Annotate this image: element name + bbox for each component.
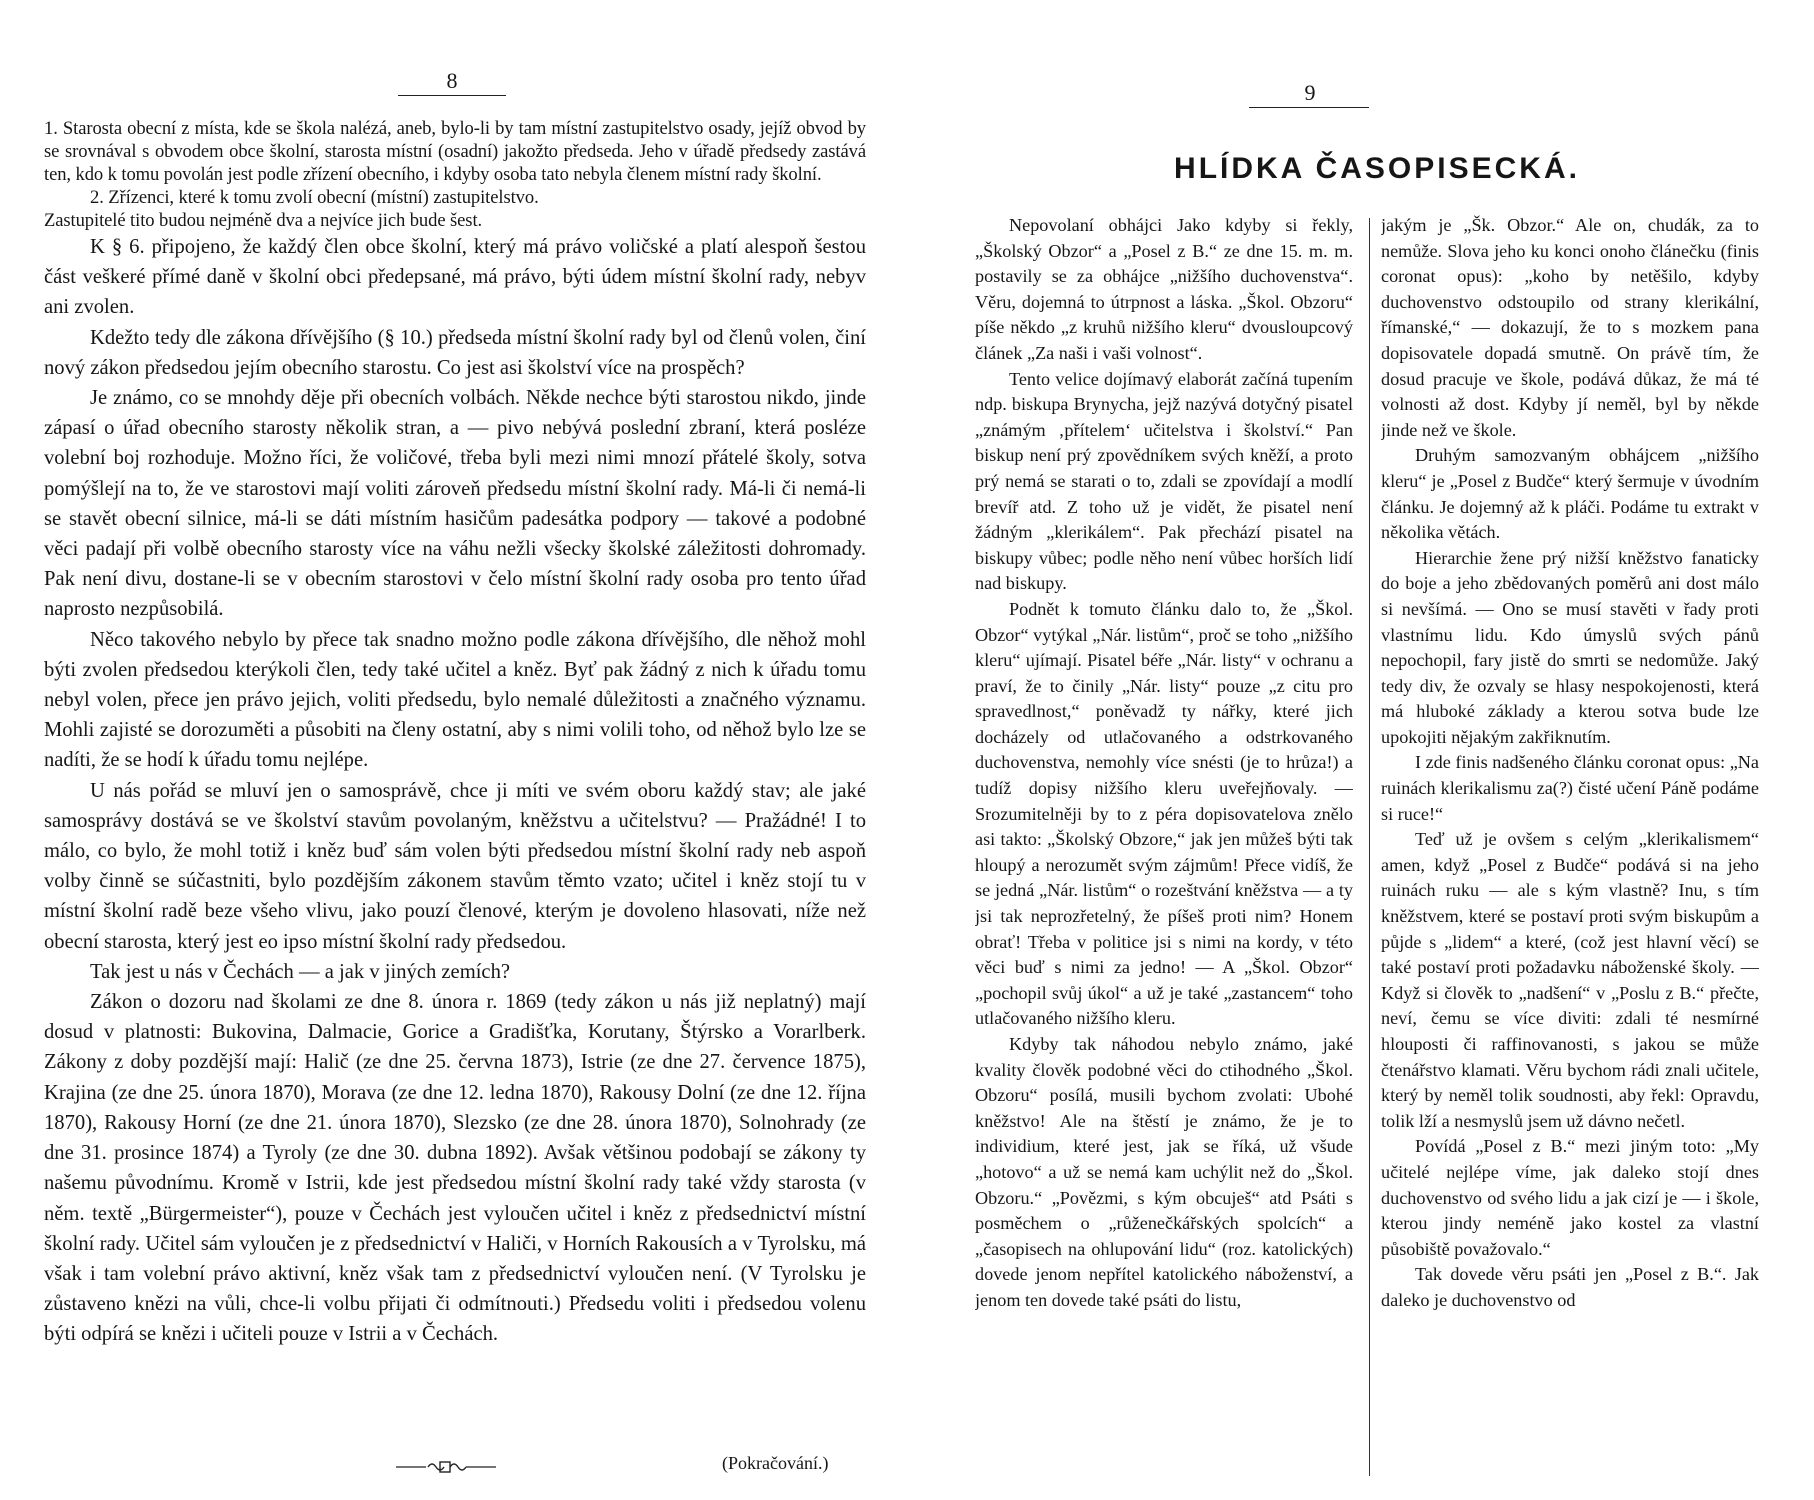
page-number-rule	[398, 95, 506, 96]
text-column-2	[1381, 213, 1759, 1473]
paragraph: K § 6. připojeno, že každý člen obce školní, který má právo voličské a platí alespoň šestou část veškeré přímé daně v školní obci předepsané, má právo, býti údem místní školní rady, nebyv ani zvolen.	[44, 236, 866, 319]
paragraph: Tak jest u nás v Čechách — a jak v jiných zemích?	[90, 960, 511, 983]
column-paragraph: Podnět k tomuto článku dalo to, že „Škol. Obzor“ vytýkal „Nár. listům“, proč se toho „nižšího kleru“ ujímají. Pisatel béře „Nár. listy“ v ochranu a praví, že to činily „Nár. listy“ pouze „z citu pro spravedlnost,“ poněvadž ty nářky, které jich docházely od utlačovaného a odstrkovaného duchovenstva, nemohly více snésti (je to hrůza!) a tudíž dopisy nižšího kleru uveřejňovaly. — Srozumitelněji by to z péra dopisovatelova znělo asi takto: „Školský Obzore,“ jak jen můžeš býti tak hloupý a nerozumět svým zájmům! Přece vidíš, že se jedná „Nár. listům“ o rozeštvání kněžstva — a ty jsi tak neprozřetelný, že píšeš proti nim? Honem obrať! Třeba v politice jsi s nimi na kordy, v této věci buď s nimi za jedno! — A „Škol. Obzor“ „pochopil svůj úkol“ a už je také „zastancem“ toho utlačovaného nižšího kleru.	[975, 598, 1353, 1029]
left-page-body	[44, 117, 866, 1350]
paragraph: Je známo, co se mnohdy děje při obecních volbách. Někde nechce býti starostou nikdo, jinde zápasí o úřad obecního starosty několik stran, a — pivo nebývá poslední zbraní, která posléze volební boj rozhoduje. Možno říci, že voličové, třeba byli mezi nimi mnozí přátelé školy, sotva pomýšlejí na to, že ve starostovi mají voliti zároveň předsedu místní školní rady. Má-li či nemá-li se stavět obecní silnice, má-li se dáti místním hasičům padesátka podpory — takové a podobné věci padají při volbě obecního starosty více na váhu nežli všecky školské záležitosti dohromady. Pak není divu, dostane-li se v obecním starostovi v čelo místní školní rady osoba pro tento úřad naprosto nezpůsobilá.	[44, 387, 866, 621]
column-paragraph: Teď už je ovšem s celým „klerikalismem“ amen, když „Posel z Budče“ podává si na jeho ruinách ruku — ale s kým vlastně? Inu, s tím kněžstvem, které se postaví proti svým biskupům a půjde s „lidem“ a které, (což jest hlavní věcí) se také postaví proti požadavku náboženské školy. — Když si člověk to „nadšení“ v „Poslu z B.“ přečte, neví, čemu se více diviti: zdali té nesmírné hlouposti či raffinovanosti, s jakou se může čtenářstvo klamati. Věru bychom rádi znali učitele, který by neměl tolik soudnosti, aby řekl: Opravdu, tolik lží a nesmyslů jsem už dávno nečetl.	[1381, 829, 1759, 1131]
column-paragraph: Povídá „Posel z B.“ mezi jiným toto: „My učitelé nejlépe víme, jak daleko stojí dnes duchovenstvo od svého lidu a jak cizí je — i škole, kterou jindy neméně jako kostel za vlastní působiště považovalo.“	[1381, 1136, 1759, 1259]
page-number-rule	[1249, 107, 1369, 108]
column-paragraph: Druhým samozvaným obhájcem „nižšího kleru“ je „Posel z Budče“ který šermuje v úvodním článku. Je dojemný až k pláči. Podáme tu extrakt v několika větách.	[1381, 445, 1759, 543]
column-paragraph: Kdyby tak náhodou nebylo známo, jaké kvality člověk podobné věci do ctihodného „Škol. Obzoru“ posílá, musili bychom zvolati: Ubohé kněžstvo! Ale na štěstí je známo, že je to individium, které jest, jak se říká, už všude „hotovo“ a už se nemá kam uchýlit než do „Škol. Obzoru.“ „Povězmi, s kým obcuješ“ atd Psáti s posměchem o „růženečkářských spolcích“ a „časopisech na ohlupování lidu“ (roz. katolických) dovede jenom nepřítel katolického náboženství, a jenom ten dovede také psáti do listu,	[975, 1034, 1353, 1310]
right-page	[907, 0, 1814, 1500]
continued-label: (Pokračování.)	[722, 1453, 829, 1473]
page-number-8: 8	[446, 68, 458, 93]
list-note: Zastupitelé tito budou nejméně dva a nejvíce jich bude šest.	[44, 210, 483, 231]
column-paragraph: Nepovolaní obhájci Jako kdyby si řekly, „Školský Obzor“ a „Posel z B.“ ze dne 15. m. m. postavily se za obhájce „nižšího duchovenstva“. Věru, dojemná to útrpnost a láska. „Škol. Obzoru“ píše někdo „z kruhů nižšího kleru“ dvousloupcový článek „Za naši i vaši volnost“.	[975, 215, 1353, 363]
column-paragraph: I zde finis nadšeného článku coronat opus: „Na ruinách klerikalismu za(?) čisté učení Páně podáme si ruce!“	[1381, 752, 1759, 824]
column-paragraph: jakým je „Šk. Obzor.“ Ale on, chudák, za to nemůže. Slova jeho ku konci onoho článečku (finis coronat opus): „koho by netěšilo, kdyby duchovenstvo odstoupilo od strany klerikální, římanské,“ — dokazují, že to s mozkem pana dopisovatele dopadá smutně. On právě tím, že dosud pracuje ve škole, podává důkaz, že má té volnosti až dost. Kdyby jí neměl, byl by někde jinde než ve škole.	[1381, 215, 1759, 440]
section-heading: HLÍDKA ČASOPISECKÁ.	[1174, 152, 1580, 185]
column-divider	[1369, 218, 1370, 1476]
column-paragraph: Tak dovede věru psáti jen „Posel z B.“. Jak daleko je duchovenstvo od	[1381, 1264, 1759, 1310]
paragraph: Něco takového nebylo by přece tak snadno možno podle zákona dřívějšího, dle něhož mohl býti zvolen předsedou kterýkoli člen, tedy také učitel a kněz. Byť pak žádný z nich k úřadu tomu nebyl volen, přece jen právo jejich, voliti předsedu, bylo nemalé důležitosti a značného významu. Mohli zajisté se dorozuměti a působiti na členy ostatní, aby s nimi volili toho, od něhož bylo lze se nadíti, že se hodí k úřadu tomu nejlépe.	[44, 628, 866, 772]
list-item-2: 2. Zřízenci, které k tomu zvolí obecní (místní) zastupitelstvo.	[90, 187, 539, 208]
list-item-1: 1. Starosta obecní z místa, kde se škola nalézá, aneb, bylo-li by tam místní zastupitelstvo osady, jejíž obvod by se srovnával s obvodem obce školní, starosta místní (osadní) jakožto předseda. Jeho v úřadě předsedy zastává ten, kdo k tomu povolán jest podle zřízení obecního, i kdyby osoba tato nebyla členem místní rady školní.	[44, 118, 866, 185]
ornament-divider-icon	[396, 1460, 496, 1474]
paragraph: Kdežto tedy dle zákona dřívějšího (§ 10.) předseda místní školní rady byl od členů volen, činí nový zákon předsedou jejím obecního starostu. Co jest asi školství více na prospěch?	[44, 326, 866, 379]
paragraph: Zákon o dozoru nad školami ze dne 8. února r. 1869 (tedy zákon u nás již neplatný) mají dosud v platnosti: Bukovina, Dalmacie, Gorice a Gradišťka, Korutany, Štýrsko a Vorarlberk. Zákony z doby pozdější mají: Halič (ze dne 25. června 1873), Istrie (ze dne 27. července 1875), Krajina (ze dne 25. února 1870), Morava (ze dne 12. ledna 1870), Rakousy Dolní (ze dne 12. října 1870), Rakousy Horní (ze dne 21. února 1870), Slezsko (ze dne 28. února 1870), Solnohrady (ze dne 31. prosince 1874) a Tyroly (ze dne 30. dubna 1892). Avšak většinou podobají se zákony ty našemu původnímu. Kromě v Istrii, kde jest předsedou místní školní rady také vždy starosta (v něm. textě „Bürgermeister“), pouze v Čechách jest vyloučen učitel i kněz z předsednictví místní školní rady. Učitel sám vyloučen je z předsednictví v Haliči, v Horních Rakousích a v Tyrolsku, má však i tam volební právo aktivní, kněz však tam z předsednictví vyloučen není. (V Tyrolsku je zůstaveno knězi na vůli, chce-li volbu přijati či odmítnouti.) Předsedu voliti i předsedou volenu býti odpírá se knězi i učiteli pouze v Istrii a v Čechách.	[44, 991, 866, 1346]
text-column-1	[975, 213, 1353, 1473]
paragraph: U nás pořád se mluví jen o samosprávě, chce ji míti ve svém oboru každý stav; ale jaké samosprávy dostává se ve školství stavům povolaným, kněžstvu a učitelstvu? — Pražádné! I to málo, co bylo, že mohl totiž i kněz buď sám volen býti předsedou místní školní rady neb aspoň volby činně se súčastniti, bylo pozdějším zákonem stavům těmto vzato; učitel i kněz stojí tu v místní školní radě beze všeho vlivu, jako pouzí členové, kterým je dovoleno hlasovati, níže než obecní starosta, který jest eo ipso místní školní rady předsedou.	[44, 779, 866, 953]
page-number-9: 9	[1304, 80, 1316, 105]
column-paragraph: Tento velice dojímavý elaborát začíná tupením ndp. biskupa Brynycha, jejž nazývá dotyčný pisatel „známým ‚přítelem‘ učitelstva i školství.“ Pan biskup není prý zpovědníkem svých kněží, a proto prý nemá se starati o to, zdali se zpovídají a modlí brevíř atd. Z toho už je vidět, že pisatel není žádným „klerikálem“. Pak přechází pisatel na biskupy vůbec; podle něho není vůbec horších lidí nad biskupy.	[975, 368, 1353, 594]
column-paragraph: Hierarchie žene prý nižší kněžstvo fanaticky do boje a jeho zbědovaných poměrů ani dost málo si nevšímá. — Ono se musí stavěti v řady proti vlastnímu lidu. Kdo úmyslů svých pánů nepochopil, fary jistě do smrti se nedomůže. Jaký tedy div, že ozvaly se hlasy nespokojenosti, která má hluboké základy a kterou sotva bude lze upokojiti nějakým zakřiknutím.	[1381, 547, 1759, 747]
